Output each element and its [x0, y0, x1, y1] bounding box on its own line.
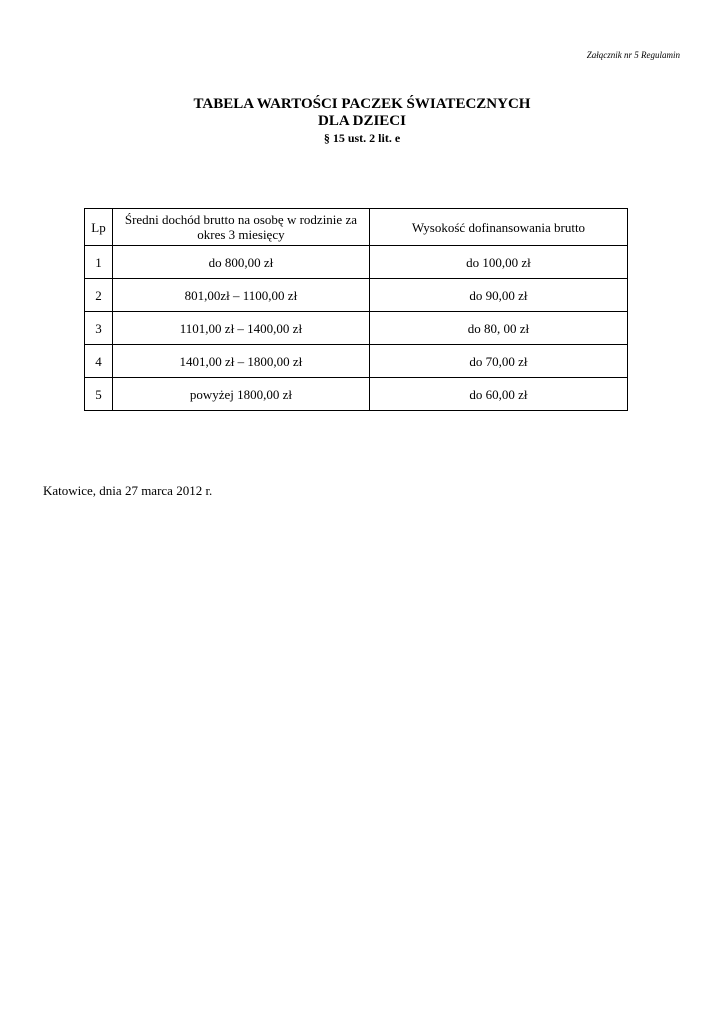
- table-row: [85, 312, 628, 345]
- table-row: [85, 279, 628, 312]
- cell-income: 1101,00 zł – 1400,00 zł: [112, 312, 369, 345]
- cell-income: 1401,00 zł – 1800,00 zł: [112, 345, 369, 378]
- title-line-1: TABELA WARTOŚCI PACZEK ŚWIATECZNYCH: [193, 96, 531, 112]
- cell-amount: do 80, 00 zł: [369, 312, 627, 345]
- table-row: [85, 345, 628, 378]
- header-income: Średni dochód brutto na osobę w rodzinie za okres 3 miesięcy: [112, 209, 369, 246]
- cell-lp: 2: [85, 279, 113, 312]
- place-and-date: Katowice, dnia 27 marca 2012 r.: [43, 483, 213, 498]
- document-title: [0, 96, 724, 146]
- cell-lp: 1: [85, 246, 113, 279]
- cell-amount: do 100,00 zł: [369, 246, 627, 279]
- cell-amount: do 70,00 zł: [369, 345, 627, 378]
- cell-lp: 4: [85, 345, 113, 378]
- cell-income: powyżej 1800,00 zł: [112, 378, 369, 411]
- header-amount: Wysokość dofinansowania brutto: [369, 209, 627, 246]
- title-line-2: DLA DZIECI: [318, 113, 406, 129]
- values-table: [84, 208, 628, 411]
- title-subtitle: § 15 ust. 2 lit. e: [323, 131, 401, 145]
- cell-lp: 3: [85, 312, 113, 345]
- cell-lp: 5: [85, 378, 113, 411]
- table-header-row: [85, 209, 628, 246]
- cell-income: do 800,00 zł: [112, 246, 369, 279]
- cell-amount: do 90,00 zł: [369, 279, 627, 312]
- cell-amount: do 60,00 zł: [369, 378, 627, 411]
- table-row: [85, 246, 628, 279]
- cell-income: 801,00zł – 1100,00 zł: [112, 279, 369, 312]
- header-lp: Lp: [85, 209, 113, 246]
- annex-note: Załącznik nr 5 Regulamin: [586, 50, 680, 60]
- table-row: [85, 378, 628, 411]
